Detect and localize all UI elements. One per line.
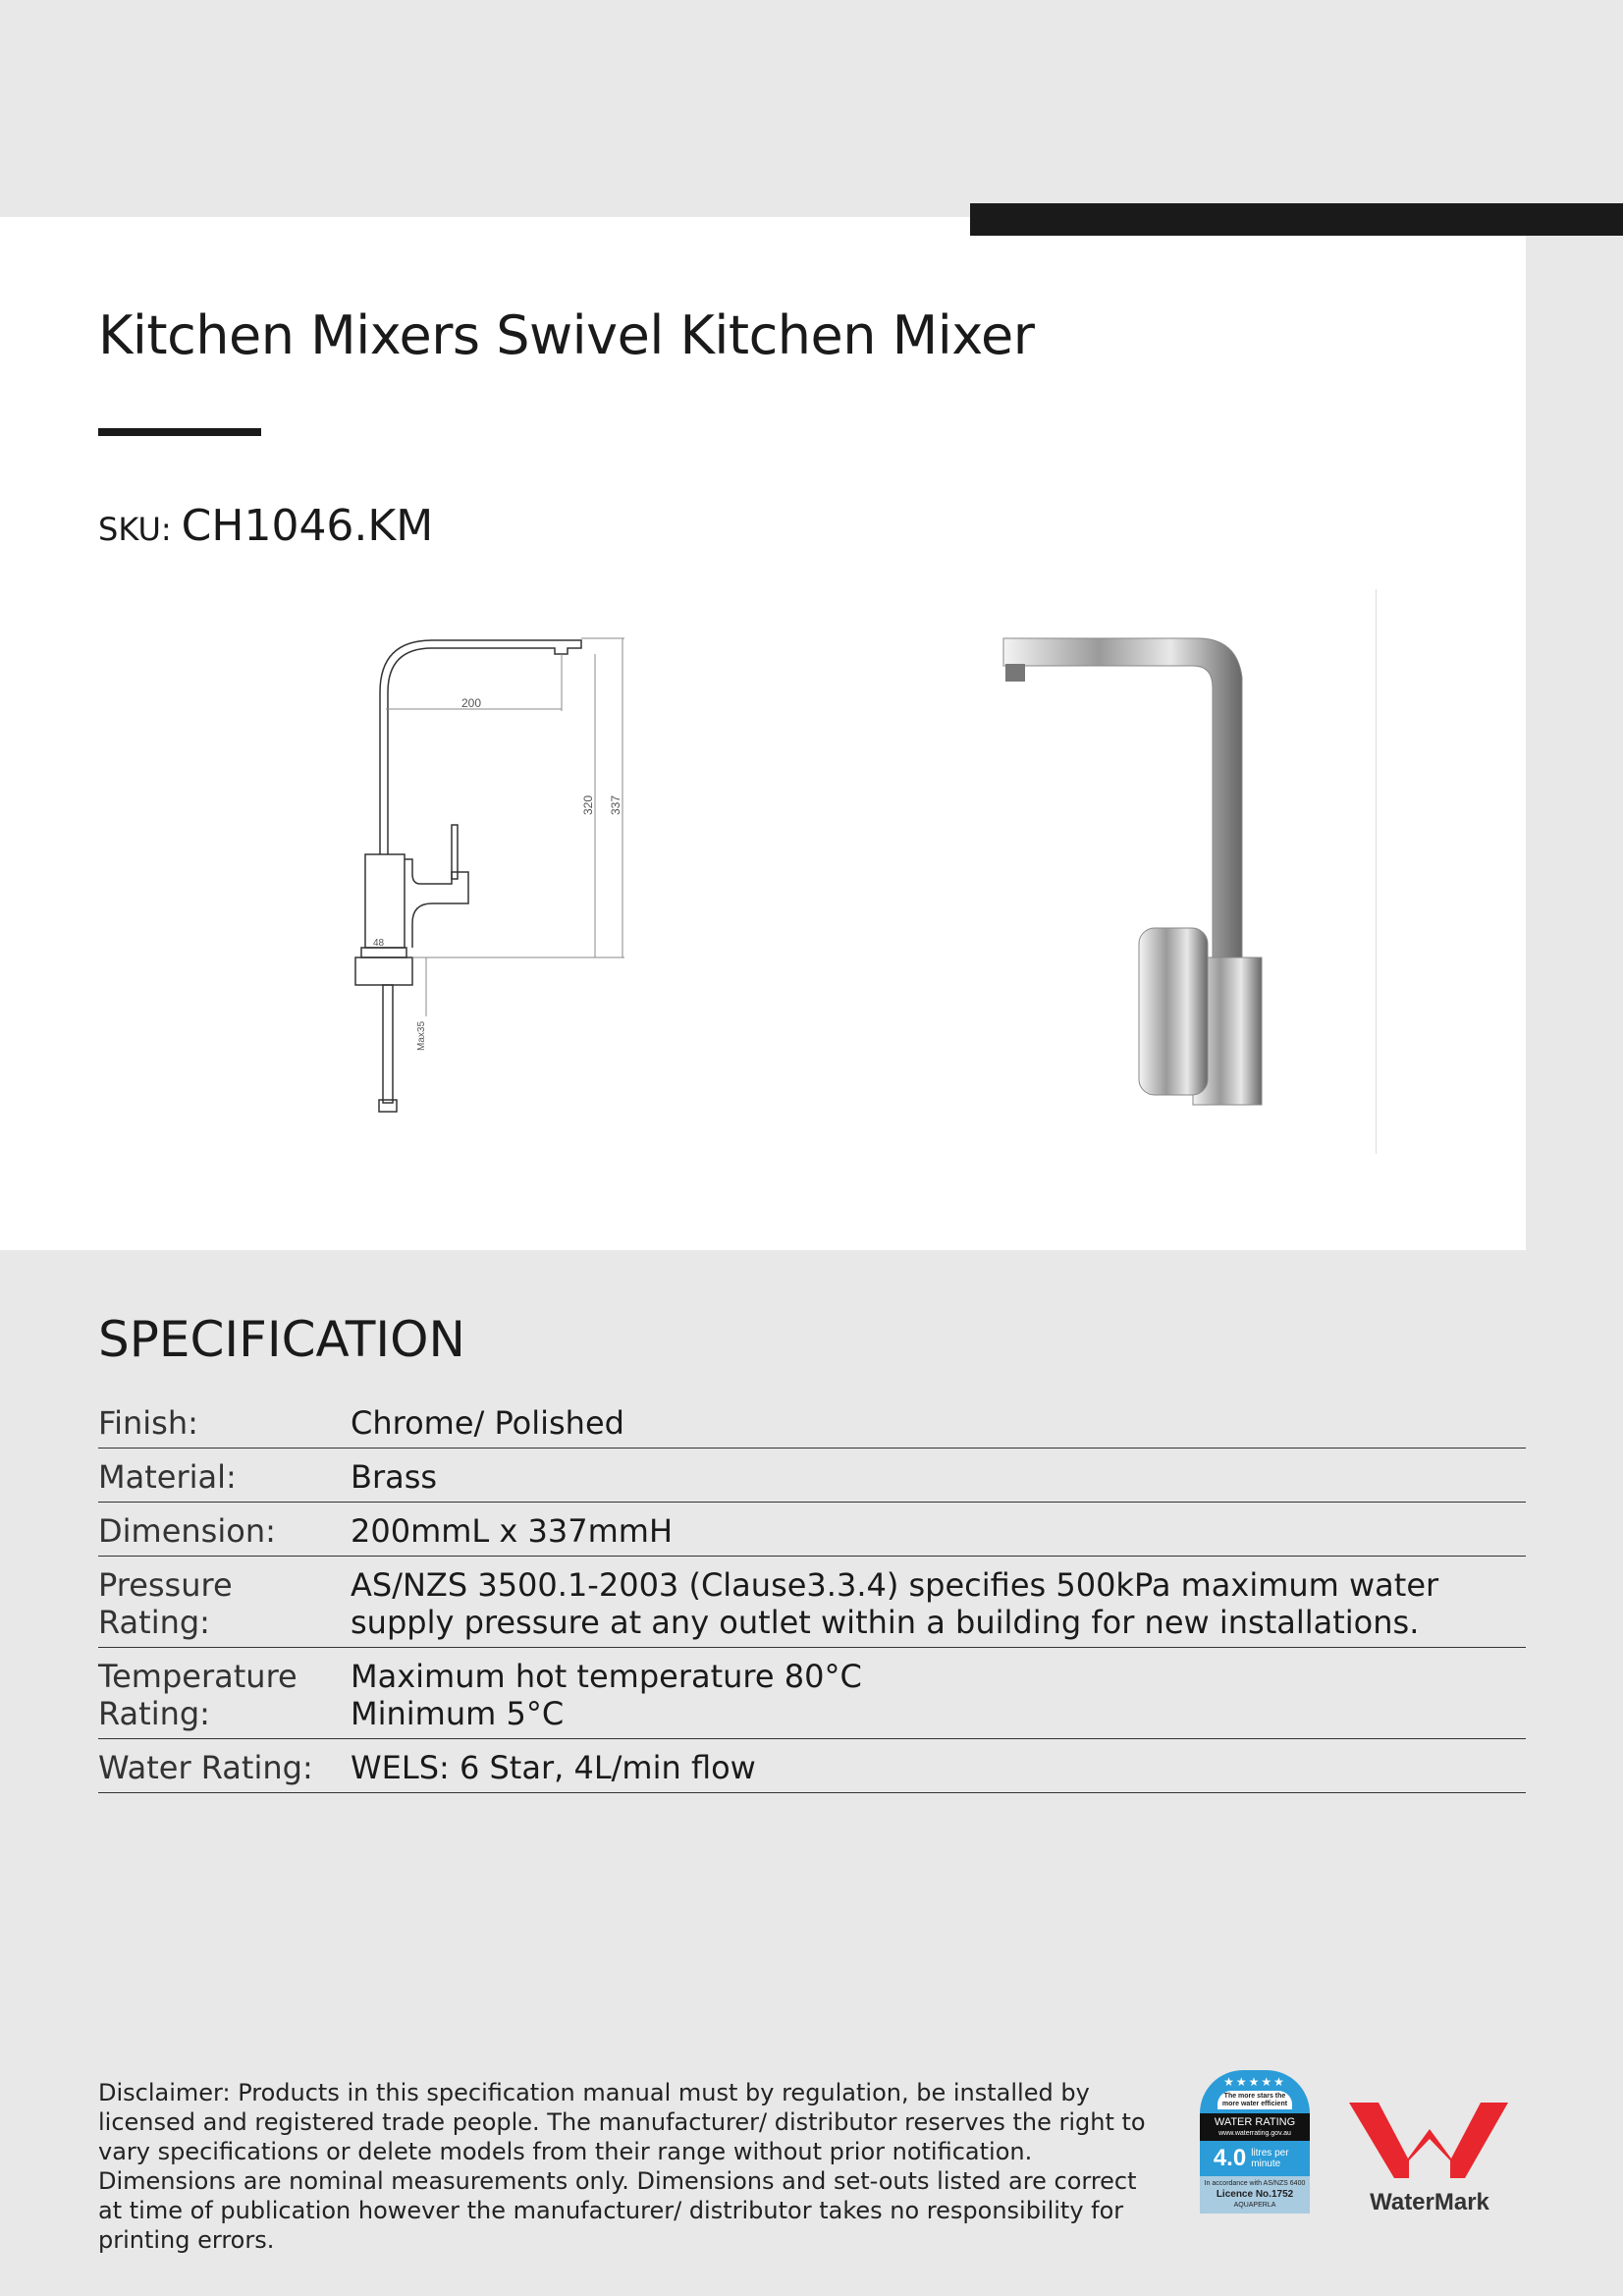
vertical-divider [1376,589,1377,1154]
spec-label: Temperature Rating: [98,1658,298,1732]
spec-value: WELS: 6 Star, 4L/min flow [351,1749,756,1786]
specification-table [98,1394,1526,1793]
wels-url: www.waterrating.gov.au [1218,2130,1291,2137]
product-photo [992,619,1286,1129]
wels-tagline: The more stars the more water efficient [1217,2091,1292,2109]
technical-drawing [314,609,648,1159]
disclaimer: Disclaimer: Products in this specification manual must by regulation, be installed by licensed and registered trade people. The manufacturer/ distributor reserves the right to vary specifications or delete models from their range without prior notification. Dimensions are nominal measurements only. Dimensions and set-outs listed are correct at time of publication however the manufacturer/ distributor takes no responsibility for printing errors. [98,2079,1146,2254]
water-rating-label [1200,2070,1310,2214]
spec-label: Finish: [98,1404,198,1442]
wels-brand: AQUAPERLA [1233,2202,1276,2209]
spec-label: Material: [98,1458,237,1496]
product-panel [0,217,1526,1250]
watermark-label: WaterMark [1370,2189,1489,2215]
wels-value: 4.0 [1213,2145,1247,2171]
wels-band [1200,2113,1310,2141]
spec-label: Water Rating: [98,1749,313,1786]
dim-spout-height: 320 [581,794,595,815]
sku [98,501,433,551]
spec-row-water-rating [98,1739,1526,1793]
sku-value: CH1046.KM [181,501,434,551]
wels-licence: Licence No.1752 [1216,2189,1294,2200]
spec-row-pressure [98,1557,1526,1648]
header-accent-bar [970,203,1623,236]
spec-row-temperature [98,1648,1526,1739]
spec-row-finish [98,1394,1526,1449]
spec-value: 200mmL x 337mmH [351,1512,674,1550]
dim-max: Max35 [416,1020,427,1051]
wels-dome [1200,2070,1310,2113]
dim-width: 200 [461,696,482,710]
spec-value: Brass [351,1458,438,1496]
stars-icon: ★★★★★ [1223,2075,1286,2089]
spec-label: Dimension: [98,1512,276,1550]
sku-label: SKU: [98,511,172,548]
dim-total-height: 337 [609,794,622,815]
dim-base: 48 [373,938,385,949]
spec-value: AS/NZS 3500.1-2003 (Clause3.3.4) specifies 500kPa maximum water supply pressure at any outlet within a building for new installations. [351,1566,1439,1641]
wels-footer [1200,2176,1310,2214]
spec-value: Maximum hot temperature 80°C [351,1658,862,1695]
title-underline [98,428,261,436]
wels-title: WATER RATING [1214,2116,1296,2128]
page-title: Kitchen Mixers Swivel Kitchen Mixer [98,304,1035,366]
spec-label: Pressure Rating: [98,1566,233,1641]
specification-title: SPECIFICATION [98,1311,465,1368]
wels-unit: litres per minute [1251,2148,1289,2169]
spec-value-2: Minimum 5°C [351,1695,565,1732]
wels-standard: In accordance with AS/NZS 6400 [1204,2180,1306,2187]
spec-row-material [98,1449,1526,1503]
spec-row-dimension [98,1503,1526,1557]
wels-rating [1200,2141,1310,2176]
watermark-logo [1349,2100,1511,2217]
spec-value: Chrome/ Polished [351,1404,624,1442]
